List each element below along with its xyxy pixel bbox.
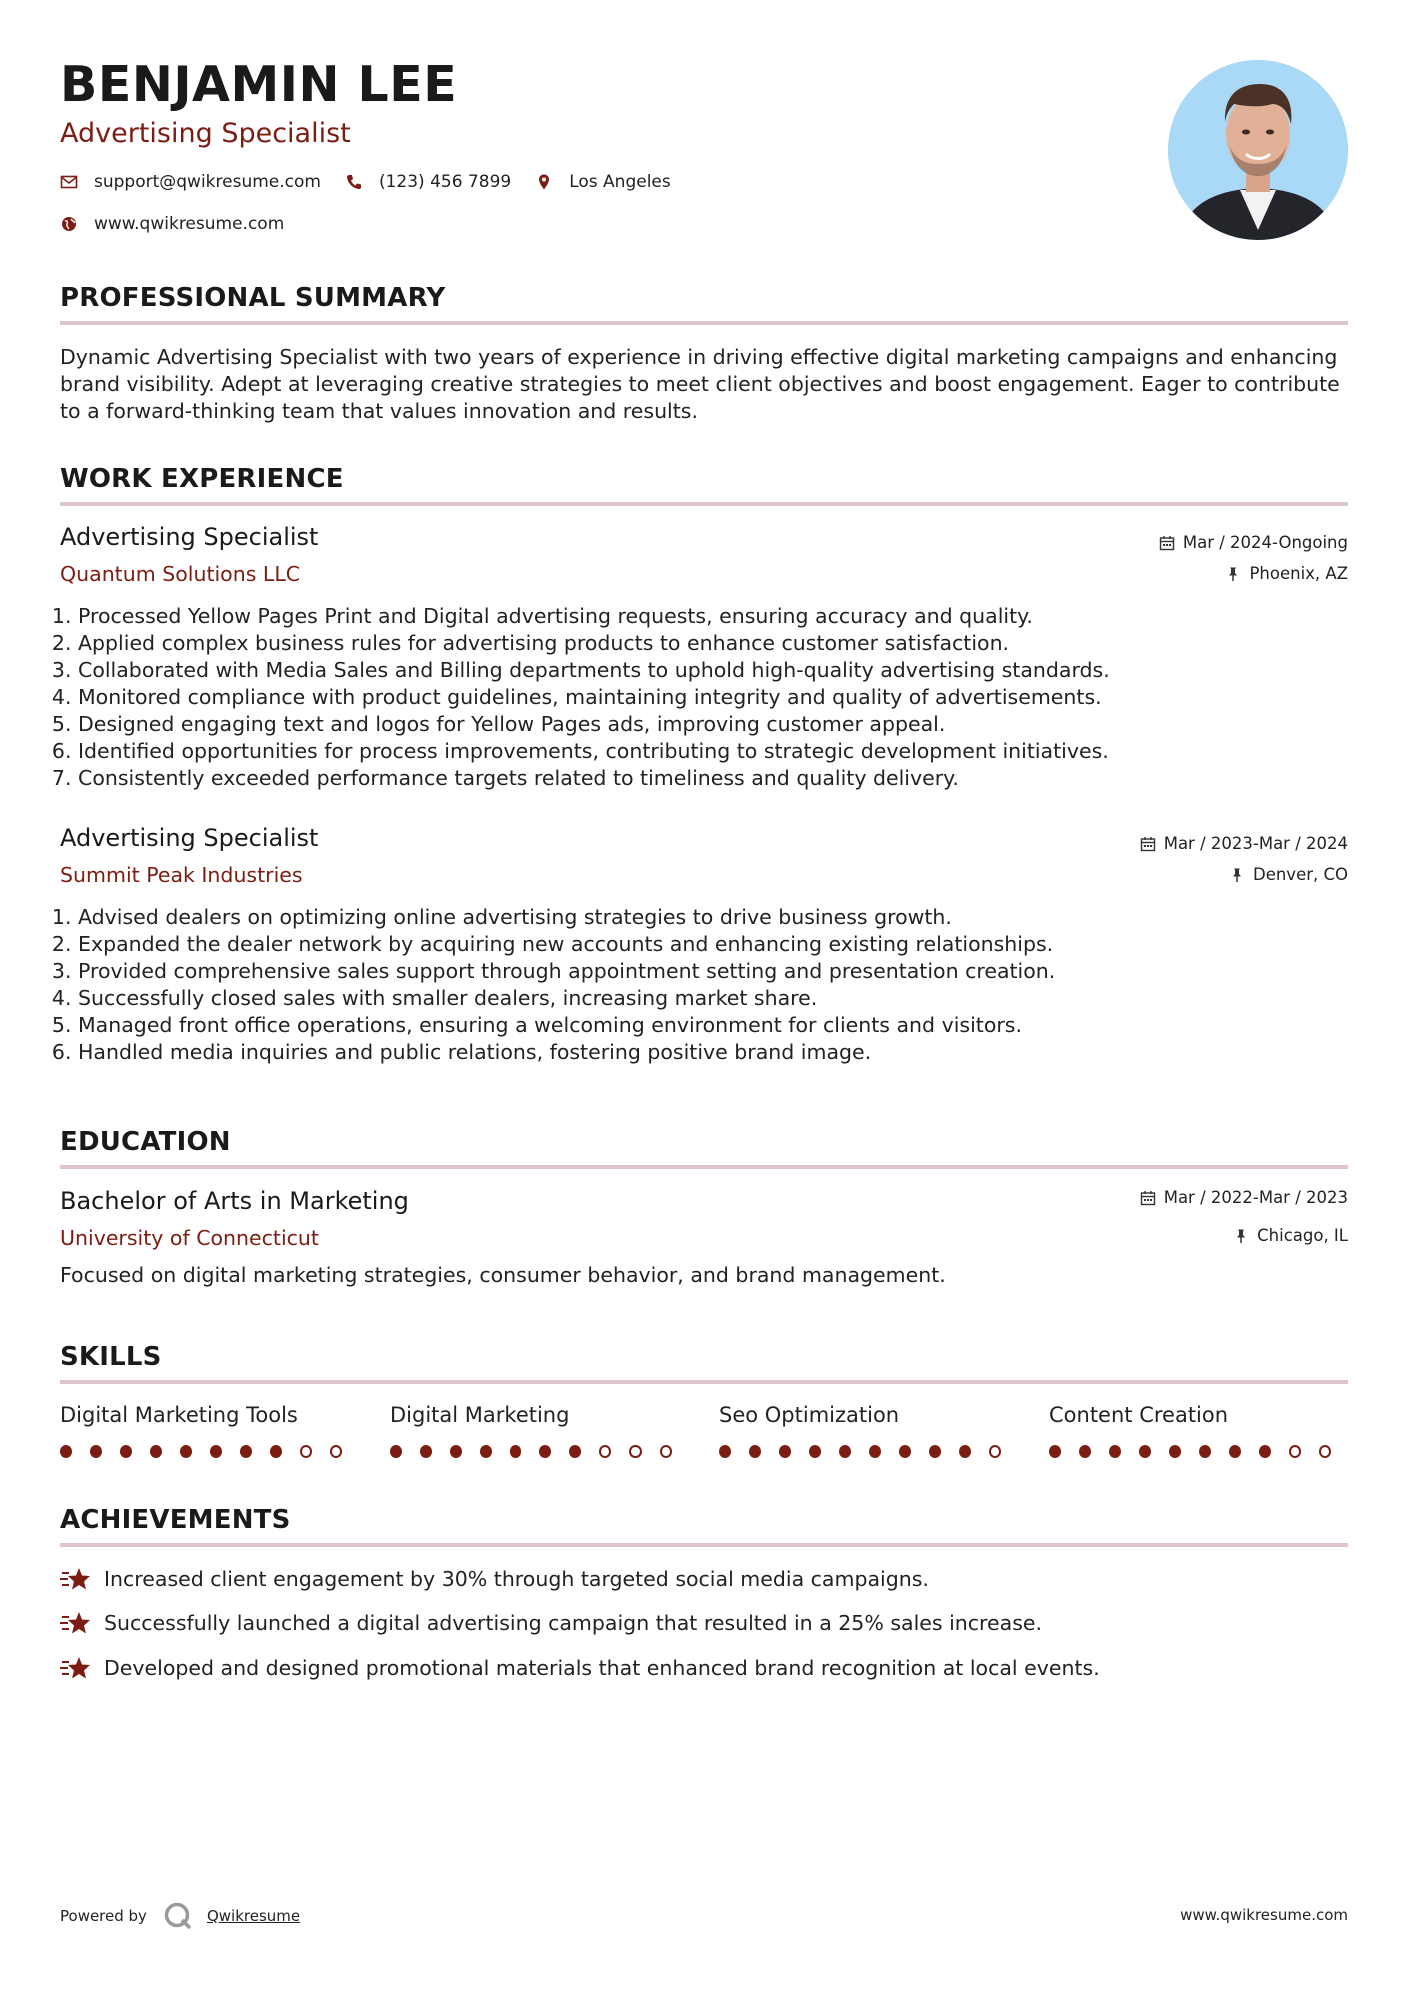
section-divider [60,1165,1348,1169]
skill-dot-filled [749,1445,761,1458]
contact-website[interactable] [60,214,284,234]
qwikresume-logo-icon [163,1901,193,1931]
job-title: Advertising Specialist [60,824,319,852]
education-location-text: Chicago, IL [1257,1226,1348,1245]
job-dates [1159,533,1348,552]
skill-name: Digital Marketing [390,1403,570,1427]
skill-dot-filled [90,1445,102,1458]
skill-dot-filled [839,1445,851,1458]
section-divider [60,1543,1348,1547]
skill-dot-filled [1259,1445,1271,1458]
star-badge-icon [60,1566,92,1592]
skill-dot-filled [899,1445,911,1458]
skill-dot-filled [869,1445,881,1458]
education-description: Focused on digital marketing strategies, consumer behavior, and brand management. [60,1263,946,1287]
skill-dot-empty [989,1445,1001,1458]
skill-dot-filled [1049,1445,1061,1458]
duty-item: 4. Successfully closed sales with smaller dealers, increasing market share. [78,985,1368,1012]
pushpin-icon [1225,566,1241,582]
candidate-role: Advertising Specialist [60,118,351,149]
profile-portrait-image [1168,60,1348,240]
skill-item [1049,1403,1349,1458]
skill-rating [1049,1445,1349,1458]
job-dates [1140,834,1348,853]
skill-dot-empty [300,1445,312,1458]
footer-powered-by [60,1901,300,1931]
job-location-text: Phoenix, AZ [1249,564,1348,583]
skill-dot-filled [450,1445,462,1458]
job-duties [54,603,1368,792]
duty-item: 3. Provided comprehensive sales support through appointment setting and presentation creation. [78,958,1368,985]
skill-rating [390,1445,690,1458]
achievements-heading: ACHIEVEMENTS [60,1505,291,1535]
qwikresume-link[interactable]: Qwikresume [206,1907,301,1925]
duty-item: 7. Consistently exceeded performance targets related to timeliness and quality delivery. [78,765,1368,792]
skill-dot-filled [1229,1445,1241,1458]
website-text: www.qwikresume.com [94,214,285,234]
contact-email[interactable] [60,172,321,192]
skill-dot-filled [270,1445,282,1458]
contact-location [535,172,671,192]
summary-text: Dynamic Advertising Specialist with two years of experience in driving effective digital marketing campaigns and enhancing brand visibility. Adept at leveraging creative strategies to meet client objectives and boost engagement. Eager to contribute to a forward-thinking team that values innovation and results. [60,345,1340,423]
skill-dot-empty [599,1445,611,1458]
achievement-text: Developed and designed promotional materials that enhanced brand recognition at local events. [104,1656,1100,1680]
phone-icon [345,173,363,191]
duty-item: 3. Collaborated with Media Sales and Billing departments to uphold high-quality advertising standards. [78,657,1368,684]
job-dates-text: Mar / 2023-Mar / 2024 [1163,834,1348,853]
skill-name: Seo Optimization [719,1403,900,1427]
skill-dot-filled [120,1445,132,1458]
powered-by-label: Powered by [60,1907,147,1925]
education-location [1233,1226,1348,1245]
section-divider [60,321,1348,325]
skill-dot-filled [480,1445,492,1458]
contact-row [60,172,695,192]
achievement-item [60,1610,1042,1636]
skill-dot-empty [1319,1445,1331,1458]
job-location [1229,865,1348,884]
education-heading: EDUCATION [60,1127,231,1157]
achievement-item [60,1655,1100,1681]
job-duties [54,904,1368,1066]
skill-item [390,1403,690,1458]
skill-dot-filled [929,1445,941,1458]
skill-dot-filled [150,1445,162,1458]
skill-rating [719,1445,1019,1458]
contact-phone[interactable] [345,172,511,192]
skill-dot-filled [1139,1445,1151,1458]
pushpin-icon [1233,1228,1249,1244]
skill-dot-filled [1199,1445,1211,1458]
candidate-name: BENJAMIN LEE [60,56,458,113]
duty-item: 6. Handled media inquiries and public relations, fostering positive brand image. [78,1039,1368,1066]
skill-dot-filled [779,1445,791,1458]
education-degree: Bachelor of Arts in Marketing [60,1187,409,1215]
skill-dot-filled [180,1445,192,1458]
email-text: support@qwikresume.com [94,172,321,192]
calendar-icon [1159,535,1175,551]
star-badge-icon [60,1655,92,1681]
skill-dot-filled [390,1445,402,1458]
skill-dot-filled [1169,1445,1181,1458]
achievement-item [60,1566,929,1592]
education-school: University of Connecticut [60,1226,319,1250]
skill-dot-filled [510,1445,522,1458]
skill-name: Digital Marketing Tools [60,1403,298,1427]
duty-item: 1. Processed Yellow Pages Print and Digital advertising requests, ensuring accuracy and quality. [78,603,1368,630]
duty-item: 4. Monitored compliance with product guidelines, maintaining integrity and quality of advertisements. [78,684,1368,711]
education-dates-text: Mar / 2022-Mar / 2023 [1163,1188,1348,1207]
achievement-text: Increased client engagement by 30% through targeted social media campaigns. [104,1567,929,1591]
duty-item: 5. Managed front office operations, ensuring a welcoming environment for clients and visitors. [78,1012,1368,1039]
star-badge-icon [60,1610,92,1636]
phone-text: (123) 456 7899 [378,172,512,192]
skill-dot-filled [420,1445,432,1458]
skill-item [60,1403,360,1458]
skill-dot-filled [210,1445,222,1458]
job-location-text: Denver, CO [1252,865,1348,884]
skills-heading: SKILLS [60,1342,162,1372]
calendar-icon [1140,836,1156,852]
job-title: Advertising Specialist [60,523,319,551]
skill-dot-filled [569,1445,581,1458]
skill-item [719,1403,1019,1458]
summary-heading: PROFESSIONAL SUMMARY [60,283,446,313]
duty-item: 5. Designed engaging text and logos for Yellow Pages ads, improving customer appeal. [78,711,1368,738]
duty-item: 1. Advised dealers on optimizing online advertising strategies to drive business growth. [78,904,1368,931]
education-dates [1140,1188,1348,1207]
globe-icon [60,215,78,233]
pushpin-icon [1229,867,1245,883]
skill-dot-empty [1289,1445,1301,1458]
envelope-icon [60,173,78,191]
skill-dot-filled [240,1445,252,1458]
job-company: Summit Peak Industries [60,863,303,887]
skill-rating [60,1445,360,1458]
skill-dot-filled [1079,1445,1091,1458]
skill-dot-filled [1109,1445,1121,1458]
duty-item: 6. Identified opportunities for process improvements, contributing to strategic development initiatives. [78,738,1368,765]
skill-name: Content Creation [1049,1403,1229,1427]
duty-item: 2. Applied complex business rules for advertising products to enhance customer satisfaction. [78,630,1368,657]
skill-dot-filled [539,1445,551,1458]
job-dates-text: Mar / 2024-Ongoing [1182,533,1348,552]
skill-dot-empty [629,1445,641,1458]
experience-heading: WORK EXPERIENCE [60,464,344,494]
duty-item: 2. Expanded the dealer network by acquiring new accounts and enhancing existing relationships. [78,931,1368,958]
location-text: Los Angeles [569,172,671,192]
job-company: Quantum Solutions LLC [60,562,301,586]
section-divider [60,502,1348,506]
footer-website[interactable]: www.qwikresume.com [1180,1906,1348,1924]
section-divider [60,1380,1348,1384]
achievement-text: Successfully launched a digital advertising campaign that resulted in a 25% sales increase. [104,1611,1043,1635]
contact-row-website [60,214,308,234]
skill-dot-empty [660,1445,672,1458]
skill-dot-filled [719,1445,731,1458]
skill-dot-empty [330,1445,342,1458]
map-pin-icon [535,173,553,191]
skill-dot-filled [809,1445,821,1458]
profile-photo [1168,60,1348,240]
calendar-icon [1140,1190,1156,1206]
skill-dot-filled [959,1445,971,1458]
skill-dot-filled [60,1445,72,1458]
job-location [1225,564,1348,583]
